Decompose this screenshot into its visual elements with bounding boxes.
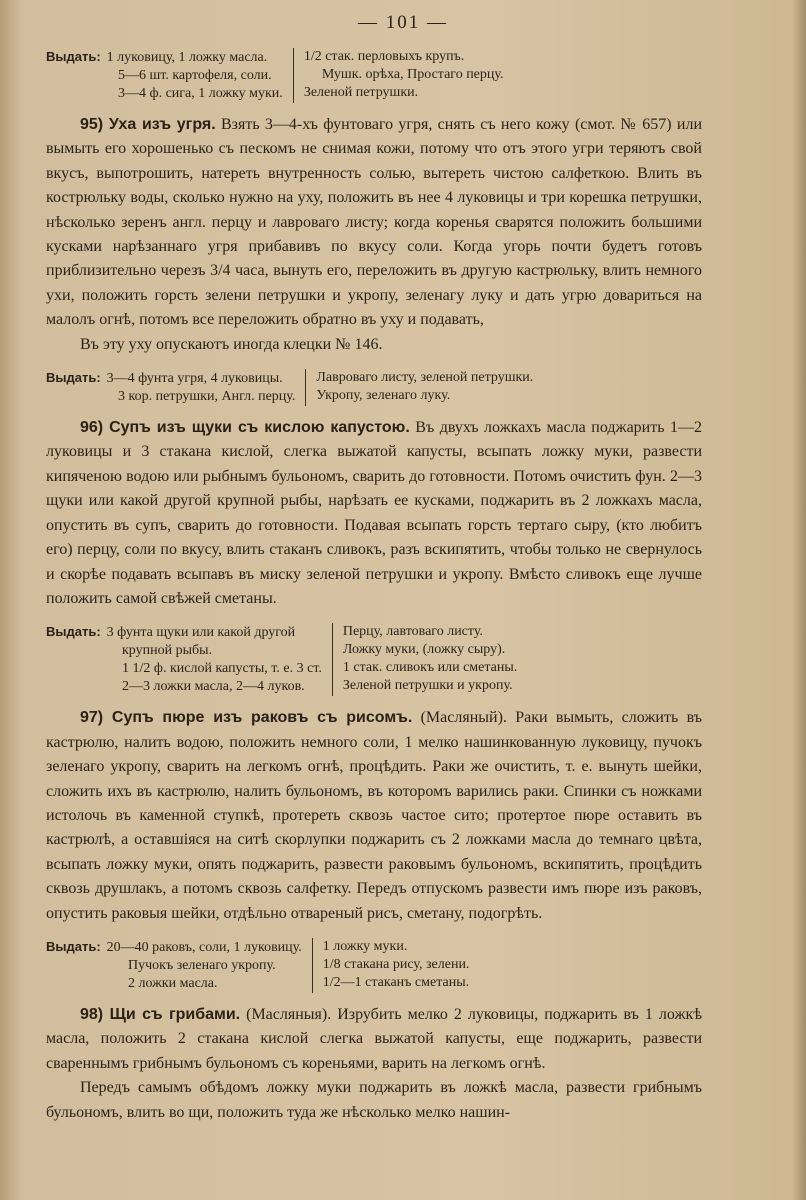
yield-item: крупной рыбы. [122, 643, 213, 659]
yield-item: 20—40 раковъ, соли, 1 луковицу. [106, 939, 302, 955]
yield-item: 2 ложки масла. [128, 975, 218, 991]
recipe-text: Взять 3—4-хъ фунтоваго угря, снять съ него кожу (смот. № 657) или вымыть его хорошенько съ пескомъ не снимая кожи, потому что отъ этого угри теряютъ свой вкусъ, выпотрошить, натереть внутренность солью, вытереть чистою салфеткою. Влить въ кострюльку воды, сколько нужно на уху, положить въ нее 4 луковицы и три корешка петрушки, нѣсколько зеренъ англ. перцу и лавроваго листу; когда коренья сварятся положить большими кусками нарѣзаннаго угря прибавивъ по вкусу соли. Когда угорь почти будетъ готовъ приблизительно черезъ 3/4 часа, вынуть его, переложить въ другую кастрюльку, влить немного ухи, положить горсть зелени петрушки и укропу, зеленагу луку и дать угрю довариться на малолъ огнѣ, потомъ все переложить обратно въ уху и подавать, [46, 116, 703, 329]
yield-item: 3 фунта щуки или какой другой [106, 625, 296, 641]
yield-block-95 [46, 369, 702, 406]
yield-item: 1/2—1 стаканъ сметаны. [322, 974, 470, 990]
page-edge-shadow [792, 0, 806, 1200]
recipe-title: 95) Уха изъ угря. [80, 116, 216, 133]
recipe-96 [46, 416, 702, 611]
recipe-title: 96) Супъ изъ щуки съ кислою капустою. [80, 419, 410, 437]
recipe-text-continued: Передъ самымъ обѣдомъ ложку муки поджарить въ ложкѣ масла, развести грибнымъ бульономъ, влить во щи, положить туда же нѣсколько мелко нашин- [46, 1079, 702, 1121]
yield-item: Зеленой петрушки и укропу. [342, 678, 513, 694]
recipe-97 [46, 706, 702, 926]
yield-label: Выдать: [46, 49, 101, 64]
recipe-text: Въ двухъ ложкахъ масла поджарить 1—2 луковицы и 3 стакана кислой, слегка выжатой капусты, всыпать ложку муки, развести кипяченою водою или рыбнымъ бульономъ, сварить до готовности. Потомъ очистить фун. 2—3 щуки или какой другой крупной рыбы, нарѣзать ее кусками, поджарить въ 2 ложкахъ масла, опустить въ супъ, сварить до готовности. Подавая всыпать горсть тертаго сыру, (кто любитъ его) перцу, соли по вкусу, влить стаканъ сливокъ, разъ вскипятить, чтобы только не свернулось и скорѣе подавать всыпавъ въ миску зеленой петрушки и укропу. Вмѣсто сливокъ еще лучше положить самой свѣжей сметаны. [46, 419, 703, 607]
yield-label: Выдать: [46, 624, 101, 640]
yield-block-96 [46, 623, 702, 696]
yield-item: Зеленой петрушки. [303, 85, 419, 100]
yield-item: 1/2 стак. перловыхъ крупъ. [303, 49, 465, 64]
recipe-title: 98) Щи съ грибами. [80, 1005, 241, 1023]
recipe-title: 97) Супъ пюре изъ раковъ съ рисомъ. [80, 709, 413, 727]
yield-item: Мушк. орѣха, Простаго перцу. [321, 67, 504, 82]
yield-item: 3—4 ф. сига, 1 ложку муки. [118, 86, 283, 101]
yield-label: Выдать: [46, 370, 101, 386]
yield-block-97 [46, 938, 702, 993]
yield-block-94 [46, 48, 702, 103]
recipe-text: (Масляныя). Изрубить мелко 2 луковицы, поджарить въ 1 ложкѣ масла, положить 2 стакана кислой слегка выжатой капусты, еще поджарить, развести свареннымъ грибнымъ бульономъ съ кореньями, варить на легкомъ огнѣ. [46, 1005, 702, 1072]
recipe-98 [46, 1003, 702, 1125]
yield-item: Перцу, лавтоваго листу. [342, 624, 483, 640]
yield-item: 5—6 шт. картофеля, соли. [118, 68, 272, 83]
page-number: — 101 — [358, 12, 448, 33]
yield-item: 1 стак. сливокъ или сметаны. [342, 660, 518, 676]
yield-item: Пучокъ зеленаго укропу. [128, 957, 276, 973]
yield-item: 1/8 стакана рису, зелени. [322, 956, 470, 972]
yield-item: 3 кор. петрушки, Англ. перцу. [118, 389, 296, 405]
yield-item: 2—3 ложки масла, 2—4 луков. [122, 679, 305, 695]
recipe-note: Въ эту уху опускаютъ иногда клецки № 146. [80, 335, 383, 353]
yield-label: Выдать: [46, 938, 101, 954]
recipe-95 [46, 113, 702, 357]
yield-item: 1 луковицу, 1 ложку масла. [106, 50, 268, 65]
yield-item: Укропу, зеленаго луку. [316, 388, 451, 404]
yield-item: 1 ложку муки. [322, 938, 408, 954]
yield-item: Ложку муки, (ложку сыру). [342, 642, 506, 658]
recipe-text: (Масляный). Раки вымыть, сложить въ кастрюлю, налить водою, положить немного соли, 1 мелко нашинкованную луковицу, пучокъ зеленаго укропу, сварить на легкомъ огнѣ, процѣдить. Раки же очистить, т. е. вынуть шейки, сложить ихъ въ кастрюлю, налить бульономъ, въ которомъ варились раки. Спинки съ ножками истолочь въ каменной ступкѣ, протереть сквозь частое сито; протертое пюре оставить въ кастрюлѣ, а оставшіяся на ситѣ скорлупки поджарить съ 2 ложками масла до темнаго цвѣта, всыпать ложку муки, опять поджарить, развести раковымъ бульономъ, вскипятить, процѣдить сквозь друшлакъ, а потомъ сквозь салфетку. Передъ отпускомъ развести имъ пюре изъ раковъ, опустить раковыя шейки, отдѣльно отвареный рисъ, сметану, подогрѣть. [46, 709, 703, 922]
yield-item: 1 1/2 ф. кислой капусты, т. е. 3 ст. [122, 661, 322, 677]
yield-item: Лавроваго листу, зеленой петрушки. [316, 370, 534, 386]
page-content [46, 48, 702, 1125]
yield-item: 3—4 фунта угря, 4 луковицы. [106, 371, 283, 387]
